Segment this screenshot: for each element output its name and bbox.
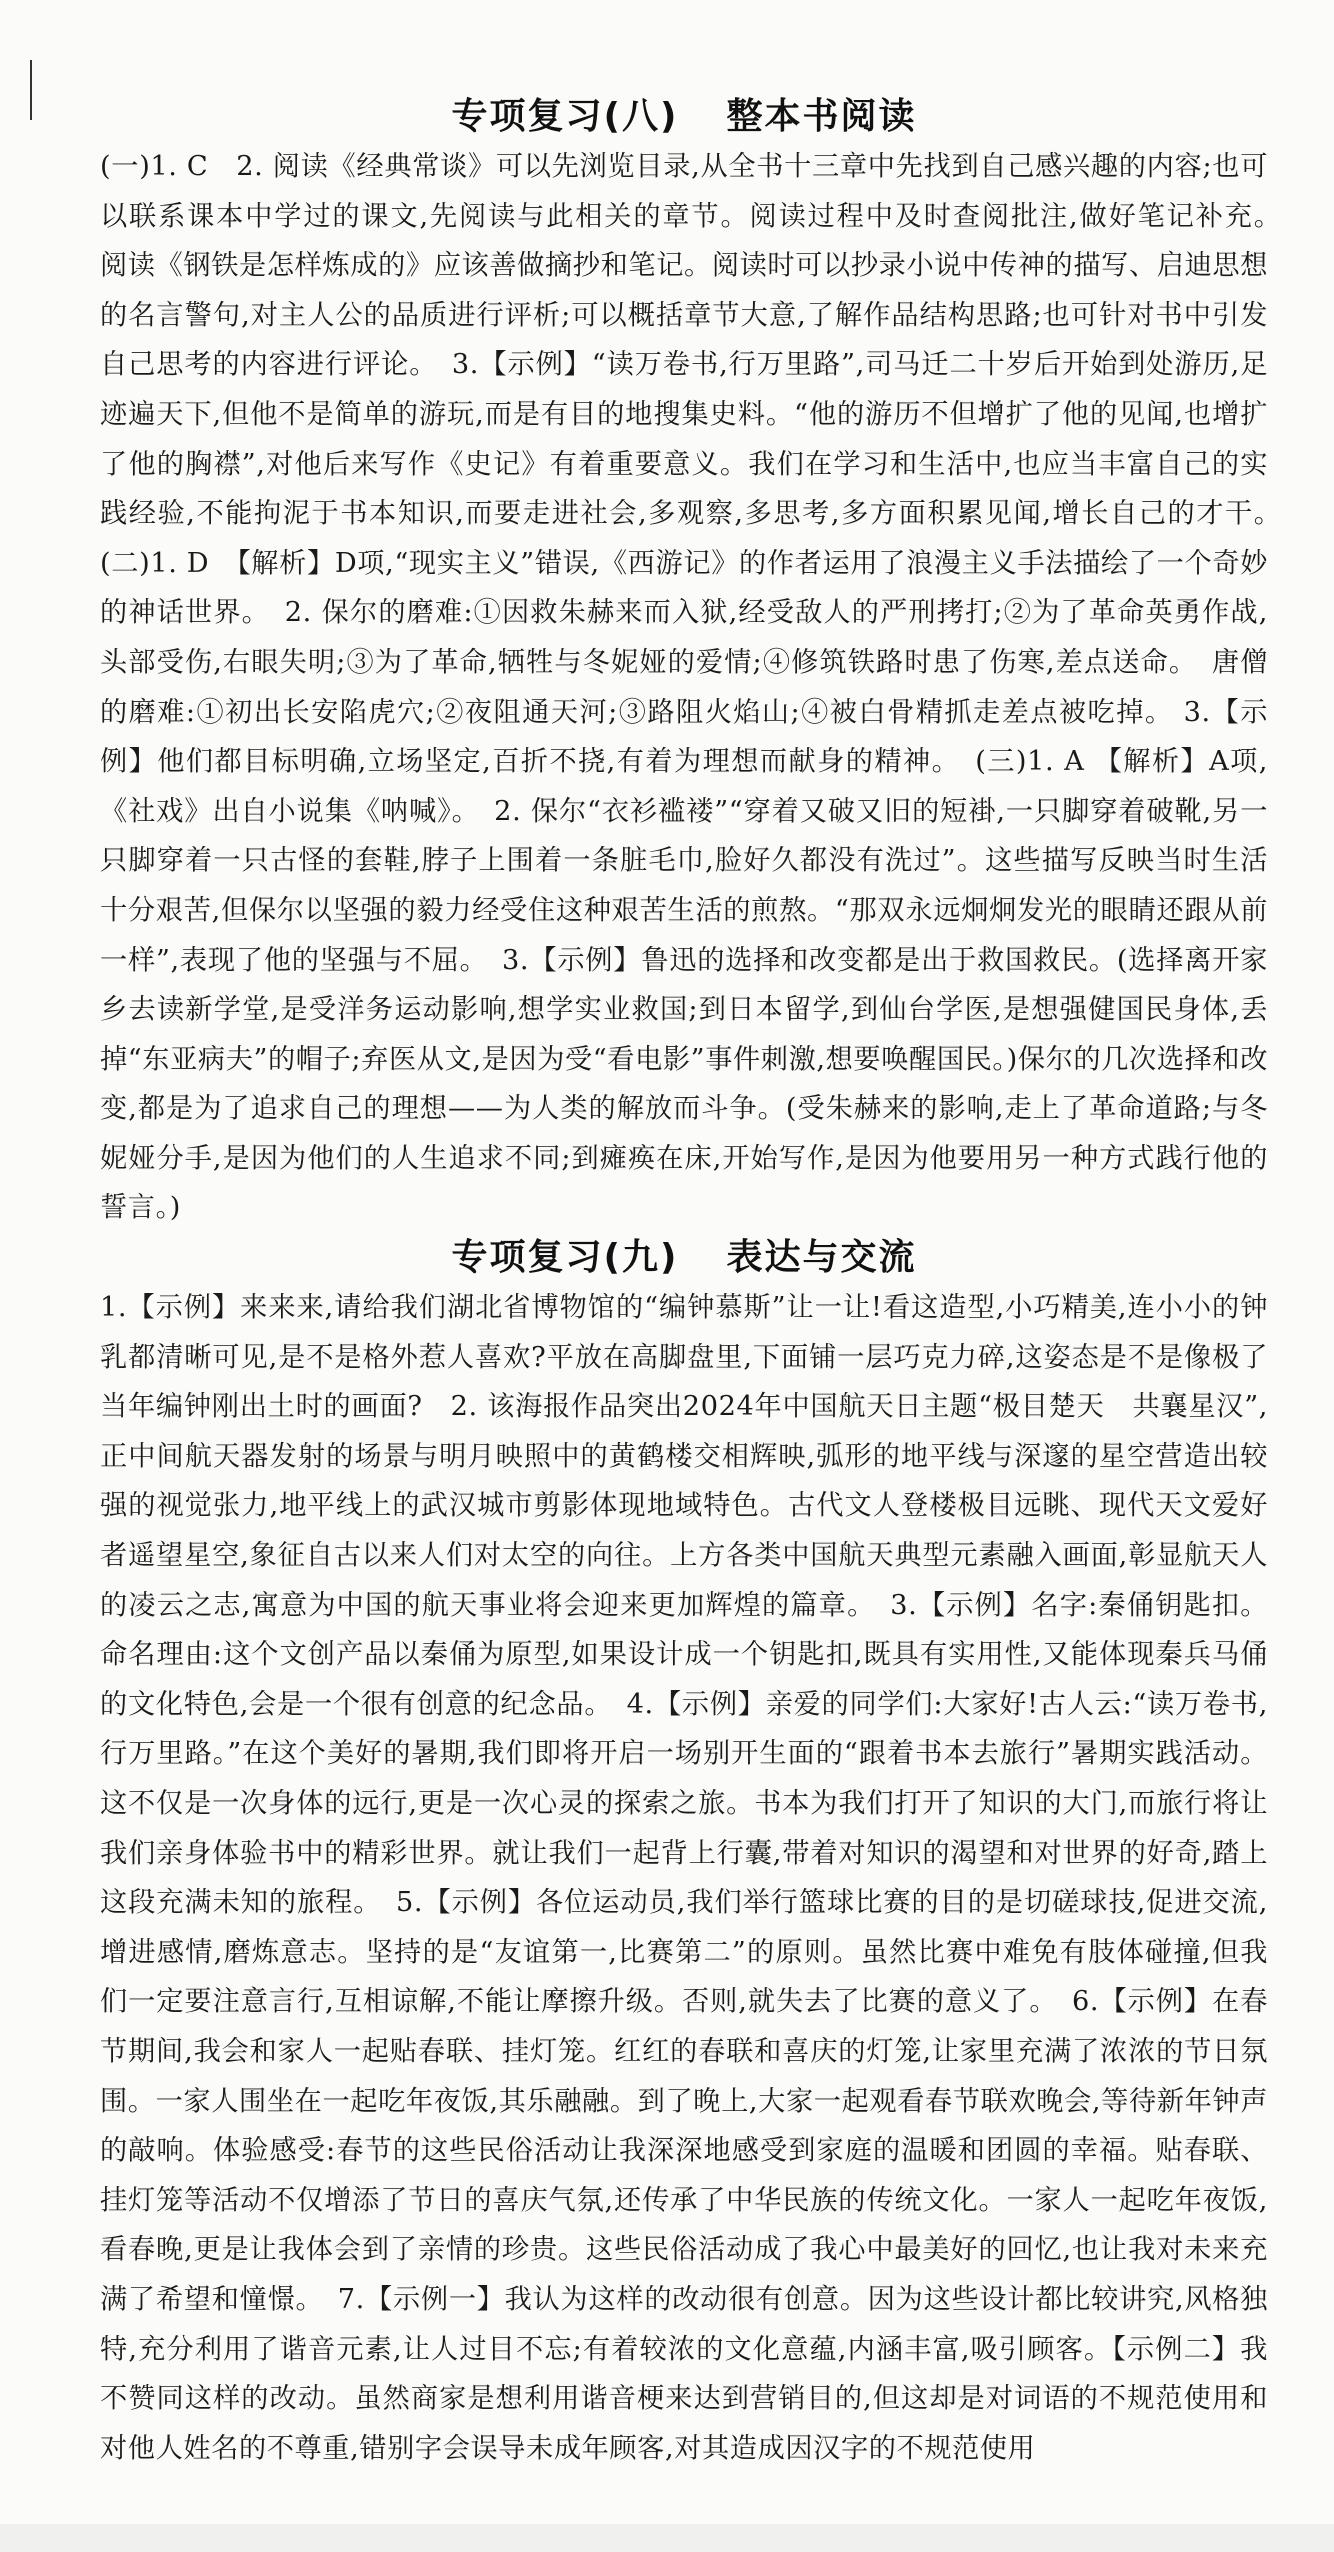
- section-title-8: [100, 92, 1268, 142]
- section-title-9-number: 专项复习(九): [451, 1237, 679, 1279]
- section-title-9-topic: 表达与交流: [726, 1237, 917, 1279]
- page-edge-rule: [30, 60, 32, 120]
- section-9-answers: 1.【示例】来来来,请给我们湖北省博物馆的“编钟慕斯”让一让!看这造型,小巧精美,连小小的钟乳都清晰可见,是不是格外惹人喜欢?平放在高脚盘里,下面铺一层巧克力碎,这姿态是不是像极了当年编钟刚出土时的画面? 2. 该海报作品突出2024年中国航天日主题“极目楚天 共襄星汉”,正中间航天器发射的场景与明月映照中的黄鹤楼交相辉映,弧形的地平线与深邃的星空营造出较强的视觉张力,地平线上的武汉城市剪影体现地域特色。古代文人登楼极目远眺、现代天文爱好者遥望星空,象征自古以来人们对太空的向往。上方各类中国航天典型元素融入画面,彰显航天人的凌云之志,寓意为中国的航天事业将会迎来更加辉煌的篇章。 3.【示例】名字:秦俑钥匙扣。命名理由:这个文创产品以秦俑为原型,如果设计成一个钥匙扣,既具有实用性,又能体现秦兵马俑的文化特色,会是一个很有创意的纪念品。 4.【示例】亲爱的同学们:大家好!古人云:“读万卷书,行万里路。”在这个美好的暑期,我们即将开启一场别开生面的“跟着书本去旅行”暑期实践活动。这不仅是一次身体的远行,更是一次心灵的探索之旅。书本为我们打开了知识的大门,而旅行将让我们亲身体验书中的精彩世界。就让我们一起背上行囊,带着对知识的渴望和对世界的好奇,踏上这段充满未知的旅程。 5.【示例】各位运动员,我们举行篮球比赛的目的是切磋球技,促进交流,增进感情,磨炼意志。坚持的是“友谊第一,比赛第二”的原则。虽然比赛中难免有肢体碰撞,但我们一定要注意言行,互相谅解,不能让摩擦升级。否则,就失去了比赛的意义了。 6.【示例】在春节期间,我会和家人一起贴春联、挂灯笼。红红的春联和喜庆的灯笼,让家里充满了浓浓的节日氛围。一家人围坐在一起吃年夜饭,其乐融融。到了晚上,大家一起观看春节联欢晚会,等待新年钟声的敲响。体验感受:春节的这些民俗活动让我深深地感受到家庭的温暖和团圆的幸福。贴春联、挂灯笼等活动不仅增添了节日的喜庆气氛,还传承了中华民族的传统文化。一家人一起吃年夜饭,看春晚,更是让我体会到了亲情的珍贵。这些民俗活动成了我心中最美好的回忆,也让我对未来充满了希望和憧憬。 7.【示例一】我认为这样的改动很有创意。因为这些设计都比较讲究,风格独特,充分利用了谐音元素,让人过目不忘;有着较浓的文化意蕴,内涵丰富,吸引顾客。【示例二】我不赞同这样的改动。虽然商家是想利用谐音梗来达到营销目的,但这却是对词语的不规范使用和对他人姓名的不尊重,错别字会误导未成年顾客,对其造成因汉字的不规范使用: [100, 1292, 1268, 2464]
- answer-page: [100, 92, 1296, 2473]
- page-bottom-band: [0, 2524, 1334, 2552]
- section-title-8-topic: 整本书阅读: [726, 96, 917, 137]
- section-title-8-number: 专项复习(八): [451, 96, 679, 137]
- section-title-9: [100, 1233, 1268, 1283]
- section-8-answers: (一)1. C 2. 阅读《经典常谈》可以先浏览目录,从全书十三章中先找到自己感兴趣的内容;也可以联系课本中学过的课文,先阅读与此相关的章节。阅读过程中及时查阅批注,做好笔记补充。 阅读《钢铁是怎样炼成的》应该善做摘抄和笔记。阅读时可以抄录小说中传神的描写、启迪思想的名言警句,对主人公的品质进行评析;可以概括章节大意,了解作品结构思路;也可针对书中引发自己思考的内容进行评论。 3.【示例】“读万卷书,行万里路”,司马迁二十岁后开始到处游历,足迹遍天下,但他不是简单的游玩,而是有目的地搜集史料。“他的游历不但增扩了他的见闻,也增扩了他的胸襟”,对他后来写作《史记》有着重要意义。我们在学习和生活中,也应当丰富自己的实践经验,不能拘泥于书本知识,而要走进社会,多观察,多思考,多方面积累见闻,增长自己的才干。 (二)1. D 【解析】D项,“现实主义”错误,《西游记》的作者运用了浪漫主义手法描绘了一个奇妙的神话世界。 2. 保尔的磨难:①因救朱赫来而入狱,经受敌人的严刑拷打;②为了革命英勇作战,头部受伤,右眼失明;③为了革命,牺牲与冬妮娅的爱情;④修筑铁路时患了伤寒,差点送命。 唐僧的磨难:①初出长安陷虎穴;②夜阻通天河;③路阻火焰山;④被白骨精抓走差点被吃掉。 3.【示例】他们都目标明确,立场坚定,百折不挠,有着为理想而献身的精神。 (三)1. A 【解析】A项,《社戏》出自小说集《呐喊》。 2. 保尔“衣衫褴褛”“穿着又破又旧的短褂,一只脚穿着破靴,另一只脚穿着一只古怪的套鞋,脖子上围着一条脏毛巾,脸好久都没有洗过”。这些描写反映当时生活十分艰苦,但保尔以坚强的毅力经受住这种艰苦生活的煎熬。“那双永远炯炯发光的眼睛还跟从前一样”,表现了他的坚强与不屈。 3.【示例】鲁迅的选择和改变都是出于救国救民。(选择离开家乡去读新学堂,是受洋务运动影响,想学实业救国;到日本留学,到仙台学医,是想强健国民身体,丢掉“东亚病夫”的帽子;弃医从文,是因为受“看电影”事件刺激,想要唤醒国民。)保尔的几次选择和改变,都是为了追求自己的理想——为人类的解放而斗争。(受朱赫来的影响,走上了革命道路;与冬妮娅分手,是因为他们的人生追求不同;到瘫痪在床,开始写作,是因为他要用另一种方式践行他的誓言。): [100, 151, 1296, 1224]
